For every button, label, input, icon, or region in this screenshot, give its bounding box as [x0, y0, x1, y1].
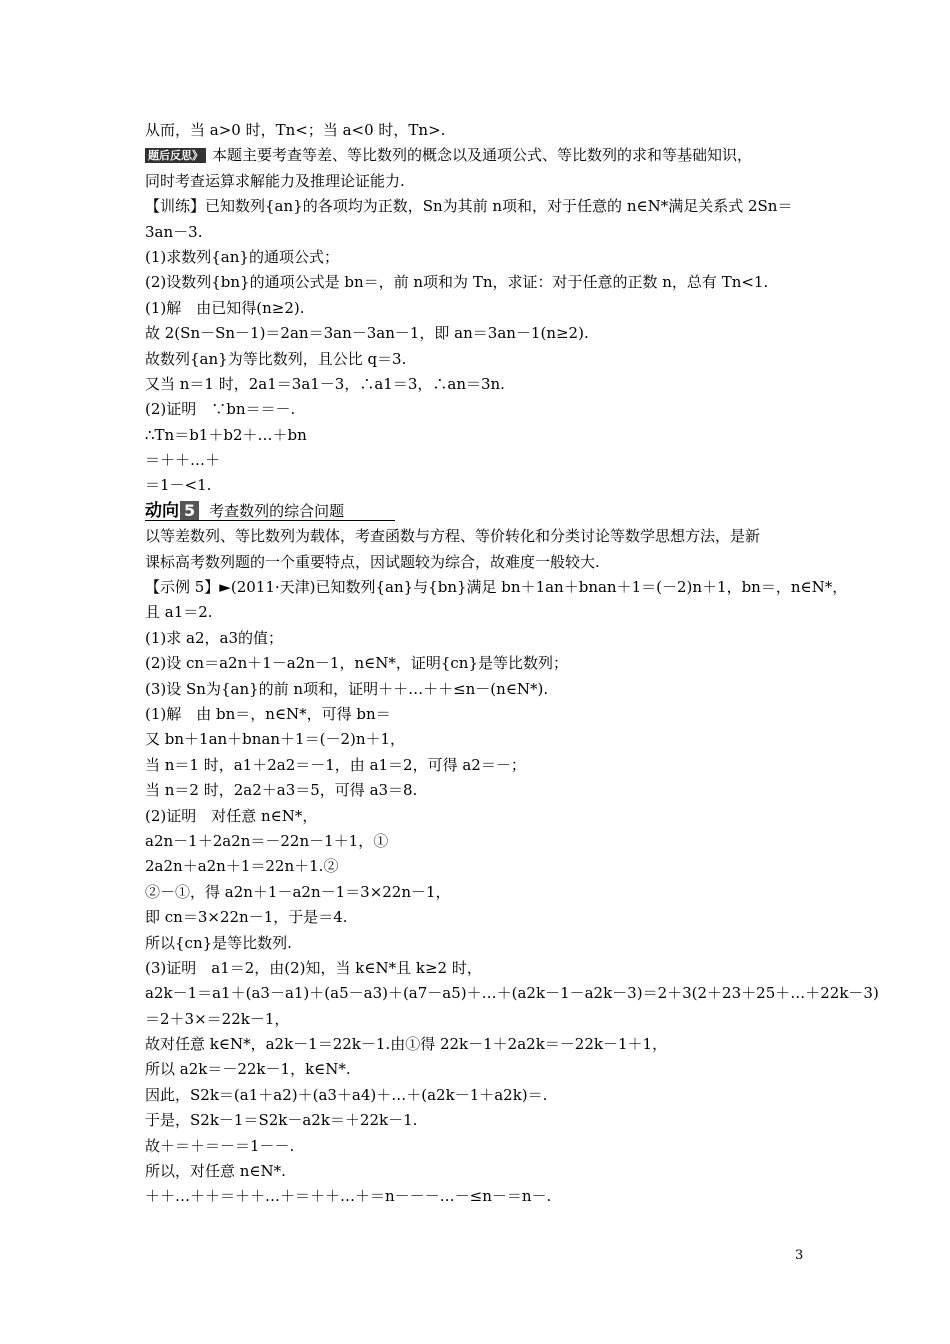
body-line: 又 bn＋1an＋bnan＋1＝(－2)n＋1，	[145, 730, 406, 749]
body-line: ②－①，得 a2n＋1－a2n－1＝3×22n－1，	[145, 882, 451, 901]
section-title: 动向	[145, 500, 179, 521]
section-subtitle: 考查数列的综合问题	[209, 501, 345, 520]
body-line: a2n－1＋2a2n＝－22n－1＋1，①	[145, 831, 389, 850]
training-line: ＝1－<1.	[145, 476, 212, 495]
training-line: 3an－3.	[145, 222, 203, 241]
body-line: (3)设 Sn为{an}的前 n项和，证明＋＋…＋＋≤n－(n∈N*).	[145, 679, 549, 698]
section-heading	[145, 499, 815, 524]
reflection-text-1: 本题主要考查等差、等比数列的概念以及通项公式、等比数列的求和等基础知识，	[212, 146, 753, 165]
body-line: 所以{cn}是等比数列.	[145, 933, 292, 952]
body-line: 且 a1＝2.	[145, 603, 213, 622]
body-line: 当 n＝2 时，2a2＋a3＝5，可得 a3＝8.	[145, 781, 418, 800]
page-content	[145, 118, 879, 1210]
body-line: 当 n＝1 时，a1＋2a2＝－1，由 a1＝2，可得 a2＝－；	[145, 755, 526, 774]
training-line: 故数列{an}为等比数列，且公比 q＝3.	[145, 349, 407, 368]
body-line: (2)证明 对任意 n∈N*，	[145, 806, 318, 825]
body-line: a2k－1＝a1＋(a3－a1)＋(a5－a3)＋(a7－a5)＋…＋(a2k－1－a2k－3)＝2＋3(2＋23＋25＋…＋22k－3)	[145, 984, 879, 1003]
body-line: (3)证明 a1＝2，由(2)知，当 k∈N*且 k≥2 时，	[145, 958, 482, 977]
body-line: 2a2n＋a2n＋1＝22n＋1.②	[145, 857, 339, 876]
text-line: 从而，当 a>0 时，Tn<；当 a<0 时，Tn>.	[145, 121, 446, 139]
body-line: ＋＋…＋＋＝＋＋…＋＝＋＋…＋＝n－－－…－≤n－＝n－.	[145, 1187, 552, 1206]
reflection-line-2: 同时考查运算求解能力及推理论证能力.	[145, 171, 405, 190]
body-line: 【示例 5】►(2011·天津)已知数列{an}与{bn}满足 bn＋1an＋bnan＋1＝(－2)n＋1，bn＝，n∈N*，	[145, 578, 848, 597]
body-line: 即 cn＝3×22n－1，于是＝4.	[145, 908, 348, 927]
training-line: ∴Tn＝b1＋b2＋…＋bn	[145, 425, 307, 444]
training-line: (2)证明 ∵bn＝＝－.	[145, 400, 296, 419]
page-number: 3	[795, 1248, 804, 1263]
training-line: ＝＋＋…＋	[145, 451, 221, 470]
body-line: 所以 a2k＝－22k－1，k∈N*.	[145, 1060, 351, 1079]
body-line: 故＋＝＋＝－＝1－－.	[145, 1136, 295, 1155]
training-line: (1)求数列{an}的通项公式；	[145, 247, 339, 266]
section-underline	[145, 520, 395, 521]
body-line: 故对任意 k∈N*，a2k－1＝22k－1.由①得 22k－1＋2a2k＝－22k－1＋1，	[145, 1035, 668, 1054]
body-line: 所以，对任意 n∈N*.	[145, 1162, 286, 1181]
body-line: 课标高考数列题的一个重要特点，因试题较为综合，故难度一般较大.	[145, 552, 600, 571]
training-line: 【训练】已知数列{an}的各项均为正数，Sn为其前 n项和，对于任意的 n∈N*满足关系式 2Sn＝	[145, 197, 793, 216]
body-line: ＝2＋3×＝22k－1，	[145, 1009, 290, 1028]
body-line: 于是，S2k－1＝S2k－a2k＝＋22k－1.	[145, 1111, 418, 1130]
training-line: (2)设数列{bn}的通项公式是 bn＝，前 n项和为 Tn，求证：对于任意的正数 n，总有 Tn<1.	[145, 273, 769, 292]
body-line: 以等差数列、等比数列为载体，考查函数与方程、等价转化和分类讨论等数学思想方法，是新	[145, 527, 761, 546]
body-line: (1)解 由 bn＝，n∈N*，可得 bn＝	[145, 704, 391, 723]
body-line: (1)求 a2，a3的值；	[145, 628, 283, 647]
reflection-line-1	[145, 143, 815, 168]
training-line: 故 2(Sn－Sn－1)＝2an＝3an－3an－1，即 an＝3an－1(n≥2).	[145, 324, 589, 343]
body-line: (2)设 cn＝a2n＋1－a2n－1，n∈N*，证明{cn}是等比数列；	[145, 654, 568, 673]
section-number-badge: 5	[180, 501, 199, 521]
reflection-tag: 题后反思》	[145, 148, 206, 163]
body-line: 因此，S2k＝(a1＋a2)＋(a3＋a4)＋…＋(a2k－1＋a2k)＝.	[145, 1085, 548, 1104]
training-line: (1)解 由已知得(n≥2).	[145, 298, 305, 317]
training-line: 又当 n＝1 时，2a1＝3a1－3，∴a1＝3，∴an＝3n.	[145, 374, 505, 393]
